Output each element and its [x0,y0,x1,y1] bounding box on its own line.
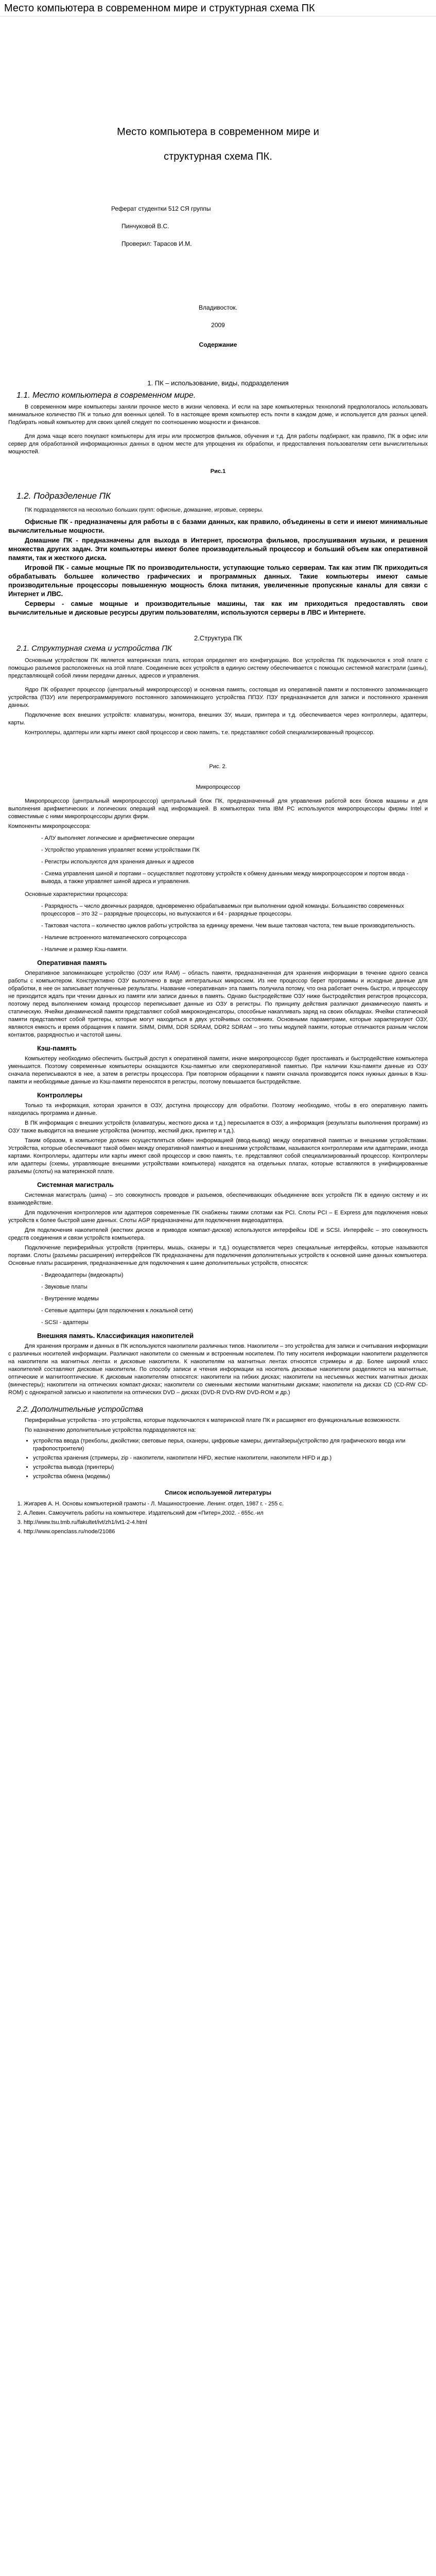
list-item: - Внутренние модемы [41,1296,99,1302]
paragraph: Основным устройством ПК является материнская плата, которая определяет его конфигурацию. Все устройства ПК подключаются к этой плате с помощью разъемов расположенных на этой плате. Соединение всех устройств в единую систему обеспечивается с помощью системной магистрали (шины), представляющей собой линии передачи данных, адресов и управления. [8,657,428,679]
section1-heading: 1. ПК – использование, виды, подразделения [147,379,289,387]
cpu-title: Микропроцессор [196,784,240,790]
section2-heading: 2.Структура ПК [194,634,242,642]
paragraph: По назначению дополнительные устройства подразделяются на: [25,1427,196,1433]
list-item: - Видеоадаптеры (видеокарты) [41,1272,124,1278]
paragraph: Для подключения накопителей (жестких дисков и приводов компакт-дисков) используются интерфейсы IDE и SCSI. Интерфейс – это совокупность средств соединения и связи устройств компьютера. [8,1227,428,1241]
city: Владивосток. [199,304,237,311]
expansion-cards-list [41,1272,428,1327]
paragraph: Контроллеры, адаптеры или карты имеют свой процессор и свою память, т.е. представляют собой специализированный процессор. [25,730,375,736]
paragraph: Для хранения программ и данных в ПК используются накопители различных типов. Накопители – это устройства для записи и считывания информации с различных носителей информации. Различают накопители со сменным и встроенным носителем. По типу носителя информации накопители разделяются на накопители на магнитных лентах и дисковые накопители. К накопителям на магнитных лентах относятся стримеры и др. Более широкий класс накопителей составляют дисковые накопители. По способу записи и чтения информации на носитель дисковые накопители разделяются на магнитные, оптические и магнитооптические. К дисковым накопителям относятся: накопители на гибких дисках; накопители на несъемных жестких магнитных дисках (винчестеры); накопители на оптических компакт-дисках; накопители со сменными жесткими магнитными дисками; накопители на дисках CD (CD-RW CD-ROM) с однократной записью и накопители на оптических DVD – дисках (DVD-R DVD-RW DVD-ROM и др.) [8,1343,428,1396]
list-item: - Регистры используются для хранения данных и адресов [41,859,194,865]
paragraph: ПК подразделяются на несколько больших групп: офисные, домашние, игровые, серверы. [25,507,264,513]
references-list [24,1500,428,1536]
meta-block [111,200,428,252]
list-item: - Наличие встроенного математического сопроцессора [41,935,187,941]
list-item: - SCSI - адаптеры [41,1319,89,1326]
subsection-2-2: 2.2. Дополнительные устройства [16,1405,144,1414]
reference-link[interactable]: 4. http://www.openclass.ru/node/21086 [24,1528,428,1536]
paragraph: В ПК информация с внешних устройств (клавиатуры, жесткого диска и т.д.) пересылается в ОЗУ, а информация (результаты выполнения программ) из ОЗУ также выводится на внешние устройства (монитор, жесткий диск, принтер и т.д.). [8,1120,428,1134]
toc-heading: Содержание [199,341,237,348]
list-item: - Устройство управления управляет всеми устройствами ПК [41,847,200,853]
cpu-characteristics-list [41,903,428,954]
home-pc-paragraph: Домашние ПК - предназначены для выхода в Интернет, просмотра фильмов, прослушивания музыки, и решения множества других задач. Эти компьютеры имеют более производительный процессор и больший объем как оперативной памяти, так и жесткого диска. [8,536,428,562]
paragraph: Подключение периферийных устройств (принтеры, мышь, сканеры и т.д.) осуществляется через специальные интерфейсы, которые называются портами. Слоты (разъемы расширения) интерфейсов ПК предназначены для подключения дополнительных устройств к основной шине данных компьютера. Основные платы расширения, предназначенные для подключения к шине дополнительных устройств, относятся: [8,1245,428,1266]
office-pc-paragraph: Офисные ПК - предназначены для работы в с базами данных, как правило, объединены в сети и имеют минимальные вычислительные мощности. [8,518,428,534]
reference-item: 2. А.Левин. Самоучитель работы на компьютере. Издательский дом «Питер»,2002. - 655с.-ил [24,1510,428,1517]
subsection-1-2: 1.2. Подразделение ПК [16,491,111,501]
list-item: • устройства обмена (модемы) [33,1473,428,1481]
bus-heading: Системная магистраль [37,1181,114,1189]
list-item: - Сетевые адаптеры (для подключения к локальной сети) [41,1308,193,1314]
subsection-1-1: 1.1. Место компьютера в современном мире. [16,391,196,400]
list-item: • устройства хранения (стримеры, zip - накопители, накопители HiFD, жесткие накопители, накопители HIFD и др.) [33,1454,428,1462]
page-title: Место компьютера в современном мире и структурная схема ПК [4,3,315,14]
document-body [0,120,436,1536]
external-memory-heading: Внешняя память. Классификация накопителей [37,1332,194,1340]
author-line: Пинчуковой В.С. [121,223,169,230]
paragraph: Для подключения контроллеров или адаптеров современные ПК снабжены такими слотами как PCI. Слоты PCI – E Express для подключения новых устройств к более быстрой шине данных. Слоты AGP предназначены для подключения видеоадаптера. [8,1210,428,1224]
controllers-heading: Контроллеры [37,1091,83,1099]
paragraph: Компьютеру необходимо обеспечить быстрый доступ к оперативной памяти, иначе микропроцессор будет простаивать и быстродействие компьютера уменьшится. Поэтому современные компьютеры оснащаются Кэш-памятью или сверхоперативной памятью. При наличии Кэш-памяти данные из ОЗУ сначала переписываются в нее, а затем в регистры процессора. При повторном обращении к памяти сначала производится поиск нужных данных в Кэш-памяти и необходимые данные из Кэш-памяти переносятся в регистры, поэтому повышается быстродействие. [8,1056,428,1085]
title-block [8,120,428,169]
cache-heading: Кэш-память [37,1044,77,1052]
paragraph: Для дома чаще всего покупают компьютеры для игры или просмотров фильмов, обучения и т.д. Для работы подбирают, как правило, ПК в офис или сервер для обработанной информационных данных в одном месте для упрощения их обработки, и предоставления пользователям сети вычислительных мощностей. [8,433,428,455]
paragraph: В современном мире компьютеры заняли прочное место в жизни человека. И если на заре компьютерных технологий предпологалось использовать минимальное количество ПК и только для военных целей. То в настоящее время компьютер есть почти в каждом доме, и используется для разных целей. Подбирать новый компьютер для своих целей следует по соотношению мощности и финансов. [8,404,428,426]
list-item: - Разрядность – число двоичных разрядов, одновременно обрабатываемых при выполнении одной команды. Большинство современных процессоров – это 32 – разрядные процессоры, но выпускаются и 64 - разрядные процессоры. [41,903,404,917]
figure-1-caption: Рис.1 [210,468,226,474]
doc-title-line2: структурная схема ПК. [164,151,272,162]
list-item: • устройства вывода (принтеры) [33,1464,428,1471]
paragraph: Таким образом, в компьютере должен осуществляться обмен информацией (ввод-вывод) между оперативной памятью и внешними устройствами. Устройства, которые обеспечивают такой обмен между оперативной памятью и внешними устройствами, называются контроллерами или адаптерами, иногда картами. Контроллеры, адаптеры или карты имеют свой процессор и свою память, т.е. представляют собой специализированный процессор. Контроллеры или адаптеры (схемы, управляющие внешними устройствами компьютера) находятся на отдельных платах, которые вставляются в унифицированные разъемы (слоты) на материнской плате. [8,1138,428,1175]
cpu-components-list [41,835,428,886]
subsection-2-1: 2.1. Структурная схема и устройства ПК [16,644,172,653]
reference-link[interactable]: 3. http://www.tsu.tmb.ru/fakultet/ivt/zh1/ivt1-2-4.html [24,1519,428,1527]
paragraph: Оперативное запоминающее устройство (ОЗУ или RAM) – область памяти, предназначенная для хранения информации в течение одного сеанса работы с компьютером. Конструктивно ОЗУ выполнено в виде интегральных микросхем. Из нее процессор берет программы и исходные данные для обработки, в нее он записывает полученные результаты. Название «оперативная» эта память получила потому, что она работает очень быстро, и процессору не приходится ждать при чтении данных из памяти или записи данных в память. Однако быстродействие ОЗУ ниже быстродействия регистров процессора, поэтому перед выполнением команд процессор переписывает данные из ОЗУ в регистры. По принципу действия различают динамическую память и статическую. Ячейки динамической памяти представляют собой микроконденсаторы, способные накапливать заряд на своих обкладках. Ячейки статической памяти представляют собой триггеры, которые могут находиться в двух устойчивых состояниях. Основными параметрами, которые характеризуют ОЗУ, являются емкость и время обращения к памяти. SIMM, DIMM, DDR SDRAM, DDR2 SDRAM – это типы модулей памяти, которые отличаются разным числом контактов, разрядностью и частотой шины. [8,970,428,1038]
referat-line: Реферат студентки 512 СЯ группы [111,205,211,212]
year: 2009 [211,321,225,329]
paragraph: Системная магистраль (шина) – это совокупность проводов и разъемов, обеспечивающих объединение всех устройств ПК в единую систему и их взаимодействие. [8,1192,428,1206]
figure-2-caption: Рис. 2. [209,764,227,770]
paragraph: Микропроцессор (центральный микропроцессор) центральный блок ПК, предназначенный для управления работой всех блоков машины и для выполнения арифметических и логических операций над информацией. В компьютерах типа IBM PC используются микропроцессоры фирмы Intel и совместимые с ними микропроцессоры других фирм. [8,798,428,820]
doc-title-line1: Место компьютера в современном мире и [117,126,319,138]
list-item: - Наличие и размер Кэш-памяти. [41,946,128,953]
gaming-pc-paragraph: Игровой ПК - самые мощные ПК по производительности, уступающие только серверам. Так как этим ПК приходиться обрабатывать большее количество графических и программных данных. Такие компьютеры имеют самые производительные процессоры повышенную мощность блока питания, увеличенные пропускные каналы для связи с Интернет и ЛВС. [8,564,428,598]
list-item: - Схема управления шиной и портами – осуществляет подготовку устройств к обмену данными между микропроцессором и портом ввода - вывода, а также управляет шиной адреса и управления. [41,871,409,885]
peripherals-list [33,1437,428,1481]
paragraph: Только та информация, которая хранится в ОЗУ, доступна процессору для обработки. Поэтому необходимо, чтобы в его оперативную память находилась программа и данные. [8,1103,428,1116]
chars-intro: Основные характеристики процессора: [25,891,128,897]
servers-paragraph: Серверы - самые мощные и производительные машины, так как им приходиться предоставлять свои вычислительные и дисковые ресурсы другим пользователям, используются серверы в ЛВС и Интернете. [8,600,428,616]
reference-item: 1. Жигарев А. Н. Основы компьютерной грамоты - Л. Машиностроение. Ленинг. отдел, 1987 г. - 255 с. [24,1500,428,1508]
place-block [8,299,428,334]
list-item: - Звуковые платы [41,1284,88,1290]
list-item: - АЛУ выполняет логические и арифметические операции [41,835,195,841]
list-item: - Тактовая частота – количество циклов работы устройства за единицу времени. Чем выше тактовая частота, тем выше производительность. [41,923,416,929]
page-header [0,0,436,16]
paragraph: Ядро ПК образуют процессор (центральный микропроцессор) и основная память, состоящая из оперативной памяти и постоянного запоминающего устройства (ПЗУ) или перепрограммируемого постоянного запоминающего устройства ППЗУ. ПЗУ предназначается для записи и постоянного хранения данных. [8,687,428,708]
ram-heading: Оперативная память [37,959,107,967]
references-heading: Список используемой литературы [164,1489,272,1496]
list-item: • устройства ввода (трекболы, джойстики; световые перья, сканеры, цифровые камеры, дигитайзеры(устройство для графического ввода или графопостроители) [33,1437,428,1453]
paragraph: Периферийные устройства - это устройства, которые подключаются к материнской плате ПК и расширяют его функциональные возможности. [25,1417,400,1423]
paragraph: Подключение всех внешних устройств: клавиатуры, монитора, внешних ЗУ, мыши, принтера и т.д. обеспечивается через контроллеры, адаптеры, карты. [8,712,428,726]
cpu-list-intro: Компоненты микропроцессора: [8,823,91,829]
checked-line: Проверил: Тарасов И.М. [121,240,192,247]
